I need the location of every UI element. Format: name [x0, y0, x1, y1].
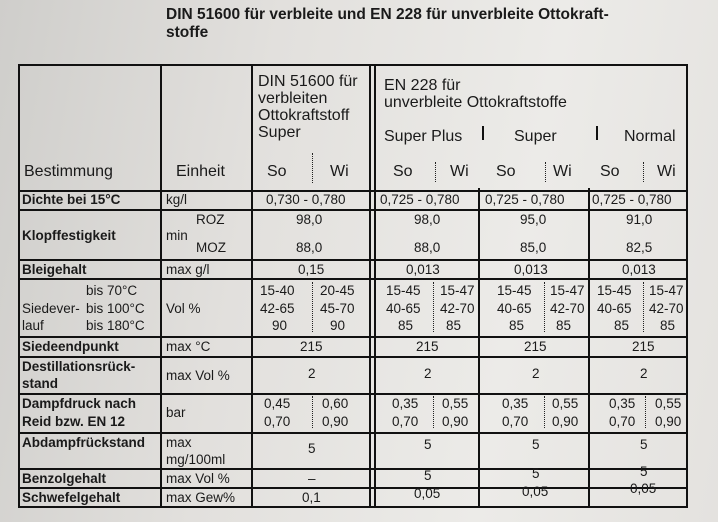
row-benzol-su: 5	[532, 466, 540, 481]
row-siede-sp-so-1: 15-45	[386, 283, 421, 298]
row-dichte-din: 0,730 - 0,780	[266, 192, 346, 207]
row-klopf-roz: ROZ	[196, 212, 225, 227]
row-dampf-no-wi-1: 0,55	[655, 396, 682, 411]
row-siedeend-din: 215	[300, 339, 323, 354]
row-siede-sp-so-3: 85	[398, 318, 414, 333]
row-siede-sp-wi-2: 42-70	[440, 301, 475, 316]
row-siede-din-wi-2: 45-70	[320, 301, 355, 316]
row-siede-no-wi-1: 15-47	[649, 283, 684, 298]
header-no-so: So	[600, 163, 620, 180]
row-dampf-sp-wi-1: 0,55	[442, 396, 469, 411]
row-dampf-no-wi-2: 0,90	[655, 414, 682, 429]
row-dampf-no-so-1: 0,35	[609, 396, 636, 411]
row-dampf-sp-wi-2: 0,90	[442, 414, 469, 429]
header-einheit: Einheit	[176, 163, 225, 180]
row-blei-su: 0,013	[514, 262, 548, 277]
row-dampf-label-1: Dampfdruck nach	[22, 396, 137, 411]
row-klopf-su-roz: 95,0	[520, 212, 547, 227]
header-normal: Normal	[624, 128, 676, 145]
row-destillation-su: 2	[532, 366, 540, 381]
row-siede-no-wi-3: 85	[660, 318, 676, 333]
row-siede-sp-wi-3: 85	[446, 318, 462, 333]
row-benzol-no: 5	[640, 464, 648, 479]
row-destillation-unit: max Vol %	[166, 368, 230, 383]
row-blei-no: 0,013	[622, 262, 656, 277]
row-klopf-sp-roz: 98,0	[414, 212, 441, 227]
row-destillation-label-1: Destillationsrück-	[22, 359, 136, 374]
row-klopf-su-moz: 85,0	[520, 240, 547, 255]
row-dampf-label-2: Reid bzw. EN 12	[22, 414, 126, 429]
row-dichte-unit: kg/l	[166, 192, 188, 207]
row-dichte-sp: 0,725 - 0,780	[380, 192, 460, 207]
row-siede-su-so-3: 85	[509, 318, 525, 333]
header-din-so: So	[267, 163, 287, 180]
row-siedeend-su: 215	[524, 339, 547, 354]
header-bestimmung: Bestimmung	[24, 163, 113, 180]
header-su-wi: Wi	[553, 163, 572, 180]
row-dampf-din-so-1: 0,45	[264, 396, 291, 411]
row-dampf-sp-so-1: 0,35	[392, 396, 419, 411]
header-en-line-2: unverbleite Ottokraftstoffe	[384, 94, 567, 111]
row-klopf-moz: MOZ	[196, 240, 226, 255]
page-title	[166, 6, 706, 42]
row-siedeend-label: Siedeendpunkt	[22, 339, 119, 354]
row-schwefel-su: 0,05	[522, 484, 549, 499]
row-schwefel-unit: max Gew%	[166, 490, 236, 505]
row-siede-t70: bis 70°C	[86, 283, 138, 298]
row-destillation-no: 2	[640, 366, 648, 381]
row-siede-din-wi-1: 20-45	[320, 283, 355, 298]
row-dampf-su-wi-1: 0,55	[552, 396, 579, 411]
row-klopf-sp-moz: 88,0	[414, 240, 441, 255]
row-benzol-din: –	[308, 471, 316, 486]
row-siede-no-so-2: 40-65	[597, 301, 632, 316]
row-dampf-din-wi-1: 0,60	[322, 396, 349, 411]
row-dichte-label: Dichte bei 15°C	[22, 192, 121, 207]
row-dampf-su-wi-2: 0,90	[552, 414, 579, 429]
row-destillation-sp: 2	[424, 366, 432, 381]
row-siede-sp-wi-1: 15-47	[440, 283, 475, 298]
row-siede-din-so-3: 90	[272, 318, 288, 333]
header-sp-wi: Wi	[450, 163, 469, 180]
row-siede-su-wi-2: 42-70	[550, 301, 585, 316]
row-dampf-din-wi-2: 0,90	[322, 414, 349, 429]
header-din-line-4: Super	[258, 124, 301, 141]
header-su-so: So	[496, 163, 516, 180]
row-abdampf-unit-1: max	[166, 435, 192, 450]
row-siede-unit: Vol %	[166, 301, 201, 316]
row-schwefel-no: 0,05	[630, 481, 657, 496]
row-blei-sp: 0,013	[406, 262, 440, 277]
row-benzol-sp: 5	[424, 468, 432, 483]
row-dampf-sp-so-2: 0,70	[392, 414, 419, 429]
row-klopf-no-roz: 91,0	[626, 212, 653, 227]
row-abdampf-din: 5	[308, 441, 316, 456]
row-siede-label-1: Siedever-	[22, 301, 80, 316]
row-dampf-unit: bar	[166, 405, 186, 420]
row-siede-sp-so-2: 40-65	[386, 301, 421, 316]
row-schwefel-label: Schwefelgehalt	[22, 490, 121, 505]
row-schwefel-sp: 0,05	[414, 486, 441, 501]
row-siede-su-so-1: 15-45	[497, 283, 532, 298]
row-klopf-no-moz: 82,5	[626, 240, 653, 255]
row-siede-no-so-1: 15-45	[597, 283, 632, 298]
row-dampf-su-so-1: 0,35	[502, 396, 529, 411]
header-din-line-3: Ottokraftstoff	[258, 107, 350, 124]
title-line-2: stoffe	[166, 24, 209, 41]
row-siede-su-wi-1: 15-47	[550, 283, 585, 298]
row-abdampf-no: 5	[640, 437, 648, 452]
row-benzol-unit: max Vol %	[166, 471, 230, 486]
header-superplus: Super Plus	[384, 128, 463, 145]
row-siede-su-so-2: 40-65	[497, 301, 532, 316]
header-din-line-2: verbleiten	[258, 90, 328, 107]
row-klopf-din-moz: 88,0	[296, 240, 323, 255]
row-siede-no-so-3: 85	[614, 318, 630, 333]
row-siede-din-so-1: 15-40	[260, 283, 295, 298]
row-abdampf-sp: 5	[424, 437, 432, 452]
row-dampf-su-so-2: 0,70	[502, 414, 529, 429]
row-dichte-su: 0,725 - 0,780	[485, 192, 565, 207]
header-en-line-1: EN 228 für	[384, 77, 461, 94]
header-super: Super	[514, 128, 557, 145]
row-dichte-no: 0,725 - 0,780	[592, 192, 672, 207]
row-benzol-label: Benzolgehalt	[22, 471, 107, 486]
row-klopf-label: Klopffestigkeit	[22, 228, 116, 243]
row-blei-label: Bleigehalt	[22, 262, 87, 277]
row-abdampf-unit-2: mg/100ml	[166, 452, 226, 467]
row-siedeend-unit: max °C	[166, 339, 211, 354]
row-siede-din-so-2: 42-65	[260, 301, 295, 316]
row-siedeend-sp: 215	[416, 339, 439, 354]
title-line-1: DIN 51600 für verbleite und EN 228 für unverbleite Ottokraft-	[166, 6, 609, 23]
row-dampf-no-so-2: 0,70	[609, 414, 636, 429]
row-blei-din: 0,15	[298, 262, 325, 277]
header-sp-so: So	[393, 163, 413, 180]
row-destillation-din: 2	[308, 366, 316, 381]
row-schwefel-din: 0,1	[302, 490, 321, 505]
header-din-line-1: DIN 51600 für	[258, 73, 358, 90]
row-siede-t100: bis 100°C	[86, 301, 145, 316]
row-siede-label-2: lauf	[22, 318, 44, 333]
header-no-wi: Wi	[657, 163, 676, 180]
row-siede-din-wi-3: 90	[330, 318, 346, 333]
row-siede-t180: bis 180°C	[86, 318, 145, 333]
row-abdampf-su: 5	[532, 437, 540, 452]
row-abdampf-label: Abdampfrückstand	[22, 435, 146, 450]
row-blei-unit: max g/l	[166, 262, 210, 277]
row-destillation-label-2: stand	[22, 376, 59, 391]
row-klopf-unit: min	[166, 228, 188, 243]
row-siede-su-wi-3: 85	[556, 318, 572, 333]
row-siede-no-wi-2: 42-70	[649, 301, 684, 316]
row-klopf-din-roz: 98,0	[296, 212, 323, 227]
row-siedeend-no: 215	[632, 339, 655, 354]
header-din-wi: Wi	[330, 163, 349, 180]
row-dampf-din-so-2: 0,70	[264, 414, 291, 429]
